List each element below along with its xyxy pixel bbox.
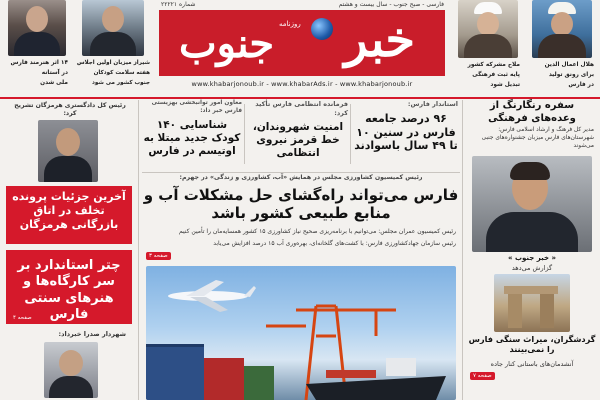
story3-label: شهردار صدرا خبرداد: [58,330,126,338]
airplane-icon [168,280,256,312]
right-column [464,100,600,400]
right-column-divider [462,100,463,400]
right-column-portrait-caption-2: گزارش می‌دهد [511,264,553,272]
cargo-ship-icon [306,358,446,400]
short-news-divider [350,104,351,164]
container-stack-icon [146,344,274,400]
short-news-3 [142,100,242,170]
left-column-divider [138,100,139,400]
story1-headline: آخرین جزئیات پرونده تخلف در اتاق بازرگانی هرمزگان [12,190,126,231]
right-column-portrait [472,156,592,252]
right-column-headline: سفره رنگارنگ از وعده‌های فرهنگی [488,100,576,124]
right-column-page-ref: صفحه ۷ [470,372,495,380]
right-column-sub: مدیر کل فرهنگ و ارشاد اسلامی فارس: شهرستان‌های فارس میزبان جشنواره‌های جنبی می‌شوند [481,127,594,149]
short-news-bottom-rule [142,172,460,173]
right-column-story2-headline: گردشگران، میراث سنگی فارس را نمی‌بینند [468,334,596,355]
story1-photo [38,120,98,182]
portrait-caption-line3: تبدیل شود [490,82,520,88]
story2-headline: چتر استاندارد بر سر کارگاه‌ها و هنرهای سنتی فارس [17,258,121,322]
short-news-headline: امنیت شهروندان، خط قرمز نیروی انتظامی [252,120,344,159]
story1-redbox [6,186,132,244]
short-news-2 [248,100,348,170]
main-story-lead-1: رئیس کمیسیون عمران مجلس: می‌توانیم با برنامه‌ریزی صحیح نیاز کشاورزی ۱۵ کشور همسایه‌مان را تأمین کنیم [179,228,456,235]
masthead-top-line: فارسی - صبح جنوب - سال بیست و هشتم [338,1,444,8]
top-right-portrait-1 [526,0,598,96]
short-news-kicker: استاندار فارس: [407,100,458,108]
globe-icon [311,18,333,40]
short-news-1 [354,100,458,170]
portrait-caption-line2: برای رونق تولید [548,72,594,78]
main-story-page-ref: صفحه ۳ [146,252,171,260]
right-column-portrait-caption: « خبر جنوب » [508,254,556,262]
left-column [2,100,136,400]
portrait-caption: شیراز میزبان اولین اجلاس [76,60,150,66]
main-story-kicker: رئیس کمیسیون کشاورزی مجلس در همایش «آب، کشاورزی و زندگی» در جهرم: [179,174,423,181]
story3-photo [44,342,98,398]
portrait-caption: ملاح مشرکه کشور [467,62,520,68]
short-news-headline: شناسایی ۱۴۰ کودک جدید مبتلا به اوتیسم در فارس [143,118,241,157]
short-news-kicker: فرمانده انتظامی فارس تأکید کرد: [255,100,348,117]
portrait-caption-line3: جنوب کشور می شود [92,80,150,86]
portrait-caption-line3: در فارس [568,82,594,88]
top-left-portrait-1 [2,0,72,96]
masthead-logo-sub: جنوب [179,20,275,67]
story1-label: رئیس کل دادگستری هرمزگان تشریح کرد: [14,102,126,118]
story2-redbox [6,250,132,324]
portrait-photo [532,0,592,58]
masthead-logo-panel [159,10,445,76]
main-story [142,174,460,264]
right-column-story2-sub: آنشدمان‌های باستانی کنار جاده [490,360,574,368]
masthead-divider [0,97,600,99]
short-news-row [142,100,460,170]
portrait-caption-line2: پایه ثبت فرهنگی [472,72,520,78]
portrait-photo [8,0,66,56]
right-column-monument-photo [494,274,570,332]
portrait-caption-line2: هفته سلامت کودکان [93,70,150,76]
main-story-headline: فارس می‌تواند راه‌گشای حل مشکلات آب و منابع طبیعی کشور باشد [143,186,459,223]
portrait-caption-line2: در آستانه [41,70,68,76]
portrait-caption: هلال اعمال الدین [544,62,594,68]
main-story-lead-2: رئیس سازمان جهادکشاورزی فارس: با کشت‌های گلخانه‌ای، بهره‌وری آب ۱۵ درصد افزایش می‌یابد [213,240,456,247]
top-left-portrait-2 [76,0,152,96]
portrait-caption: ۱۴ اثر هنرمند فارس [10,60,68,66]
portrait-photo [458,0,518,58]
masthead-websites: www.khabarjonoub.ir - www.khabarAds.ir - www.khabarjonoub.ir [191,80,413,88]
masthead-issue-line: شماره ۲۲۲۲۱ [161,1,196,8]
main-photo [146,266,456,400]
short-news-divider [244,104,245,164]
short-news-kicker: معاون امور توانبخشی بهزیستی فارس خبر داد: [151,100,242,114]
short-news-headline: ۹۶ درصد جامعه فارس در سنین ۱۰ تا ۴۹ سال باسوادند [354,111,458,153]
portrait-caption-line3: ملی شدن [40,80,68,86]
top-right-portrait-2 [452,0,524,96]
portrait-photo [82,0,144,56]
masthead-logo-main: خبر [344,12,415,68]
masthead [153,0,450,96]
main-photo-illustration [146,266,456,400]
story2-page-ref: صفحه ۴ [10,314,35,322]
masthead-tagline: روزنامه [279,20,301,28]
